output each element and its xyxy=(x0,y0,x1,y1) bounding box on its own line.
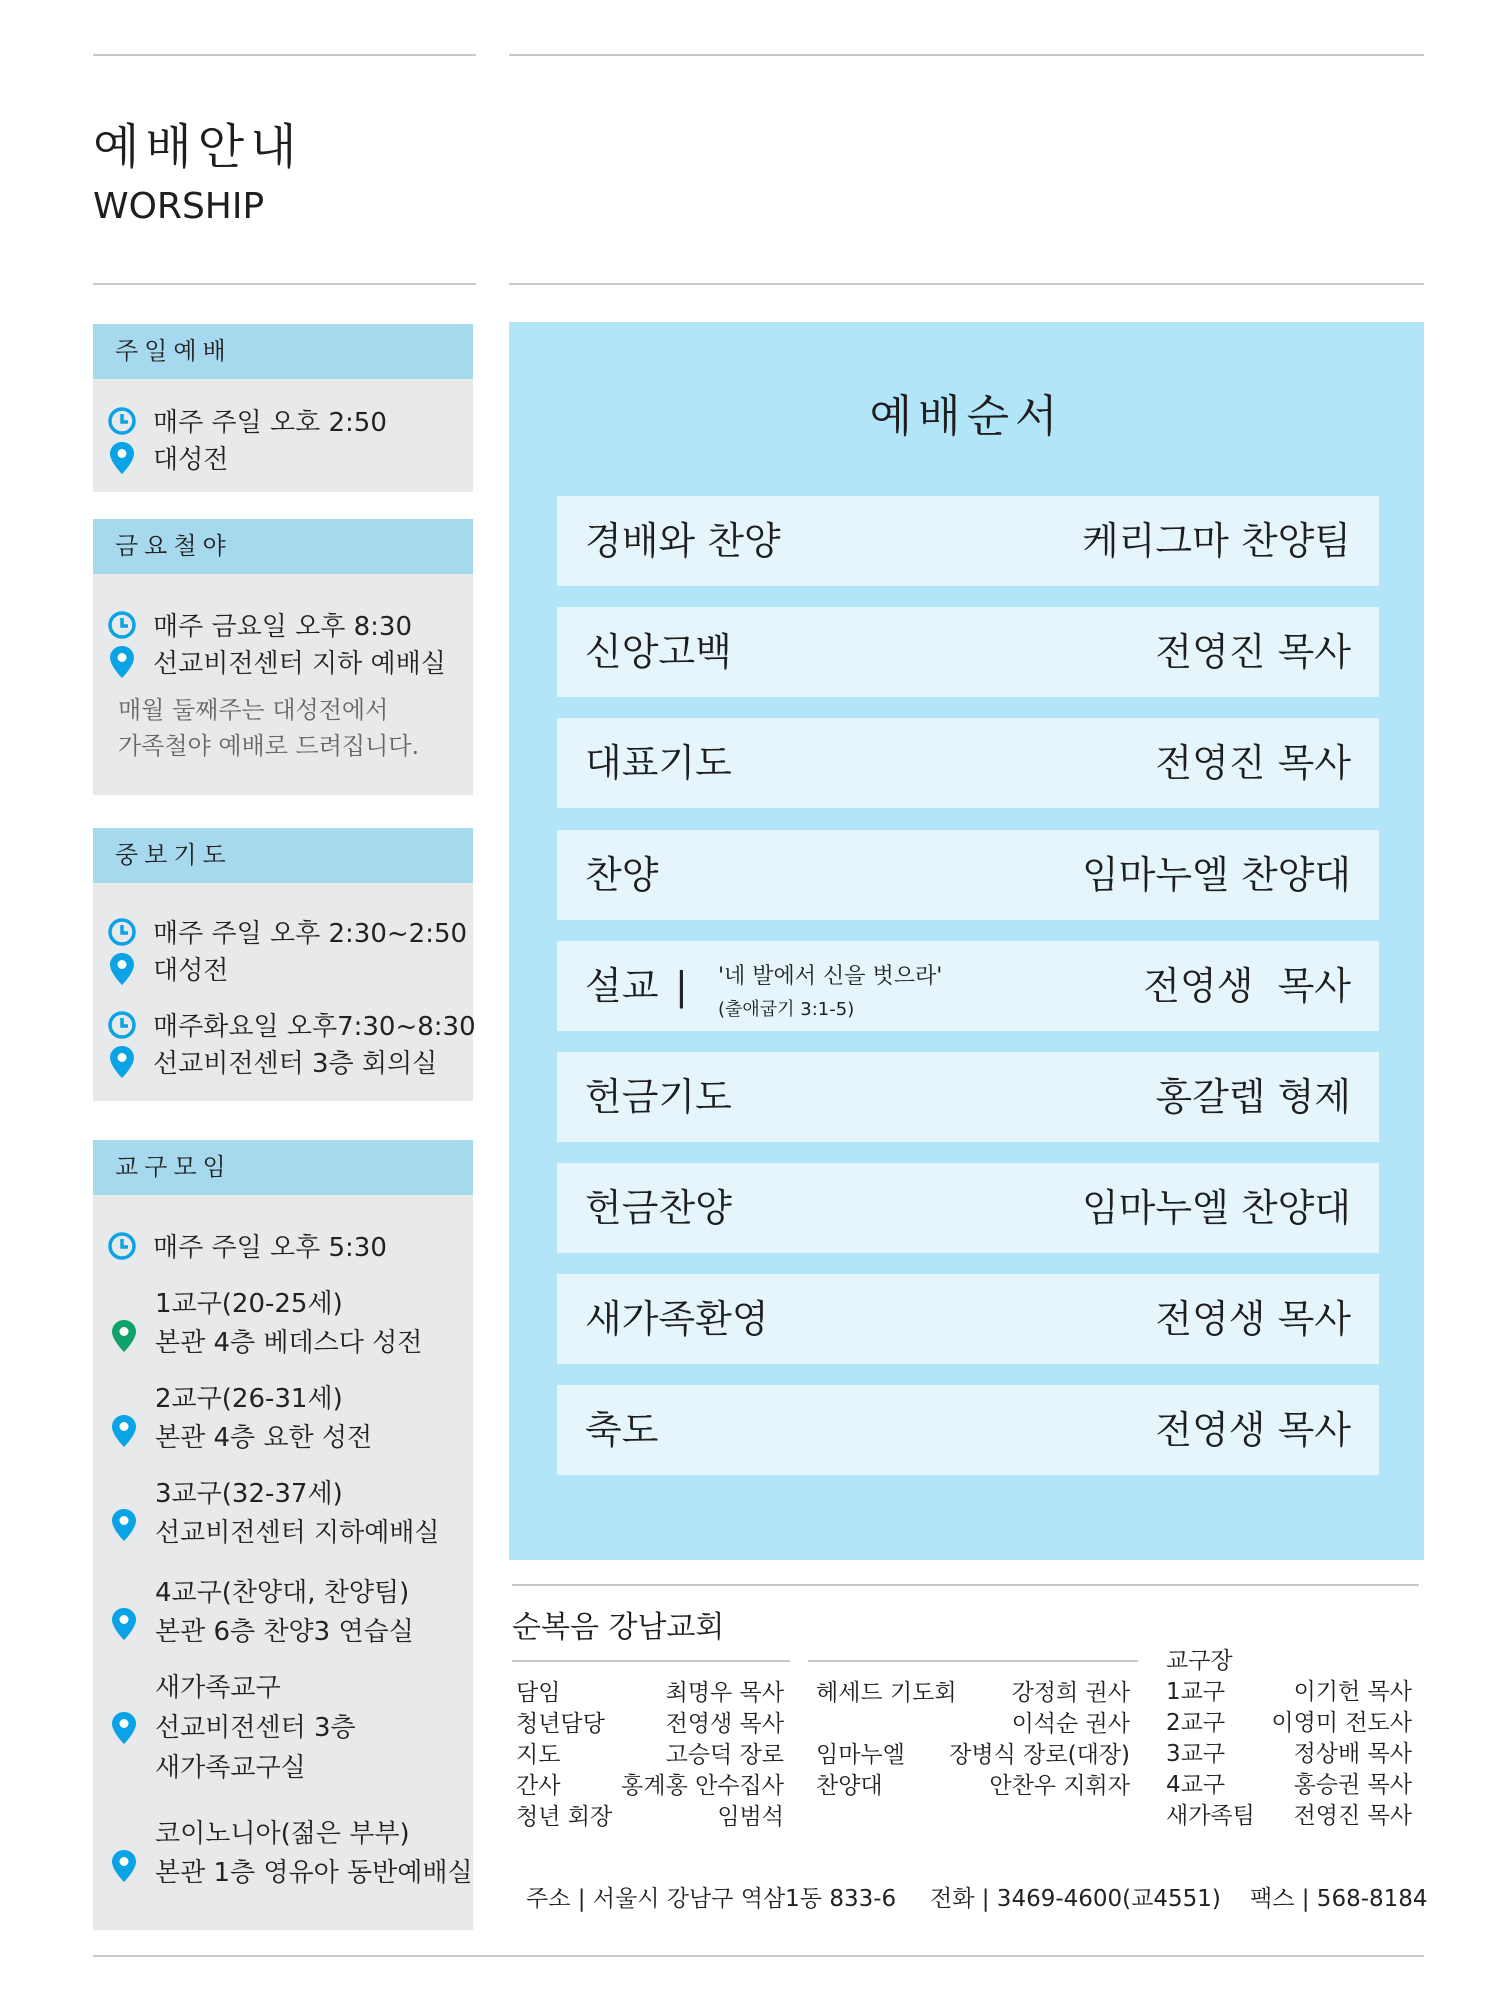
location-pin-icon xyxy=(109,645,135,679)
location-pin-icon xyxy=(111,1508,137,1542)
order-item xyxy=(557,1274,1379,1364)
order-item-name: 대표기도 xyxy=(585,741,732,785)
order-item-sermon xyxy=(557,941,1379,1031)
clock-icon xyxy=(107,1231,137,1261)
order-item-leader: 케리그마 찬양팀 xyxy=(1081,519,1351,563)
order-item-name: 설교 xyxy=(585,964,659,1008)
order-item-name: 신앙고백 xyxy=(585,630,732,674)
staff-entry: 청년 회장 xyxy=(516,1804,613,1830)
staff-entry: 1교구 xyxy=(1166,1679,1226,1705)
church-address: 주소 | 서울시 강남구 역삼1동 833-6 xyxy=(526,1886,897,1912)
staff-list-districts xyxy=(1166,1646,1412,1832)
staff-entry: 담임 xyxy=(516,1680,561,1706)
location-pin-icon xyxy=(111,1607,137,1641)
staff-entry: 이기헌 목사 xyxy=(1293,1679,1412,1705)
district-name: 4교구(찬양대, 찬양팀) xyxy=(155,1578,410,1608)
order-item xyxy=(557,496,1379,586)
order-item-leader: 홍갈렙 형제 xyxy=(1155,1075,1351,1119)
location-pin-icon xyxy=(111,1711,137,1745)
staff-entry: 정상배 목사 xyxy=(1293,1741,1412,1767)
staff-entry: 홍계홍 안수집사 xyxy=(621,1773,784,1799)
section-heading: 교구모임 xyxy=(93,1140,473,1195)
service-time: 매주 금요일 오후 8:30 xyxy=(153,612,412,642)
intercessory-prayer-box xyxy=(93,828,476,1101)
district-place: 새가족교구실 xyxy=(155,1753,306,1783)
order-item xyxy=(557,718,1379,808)
separator: | xyxy=(675,964,688,1008)
staff-entry: 새가족팀 xyxy=(1166,1803,1255,1829)
service-time: 매주 주일 오호 2:50 xyxy=(153,408,387,438)
divider xyxy=(93,1955,1424,1957)
service-place: 대성전 xyxy=(153,956,229,986)
staff-entry: 장병식 장로(대장) xyxy=(949,1742,1130,1768)
staff-entry: 간사 xyxy=(516,1773,561,1799)
order-item-name: 헌금찬양 xyxy=(585,1186,732,1230)
order-item xyxy=(557,1385,1379,1475)
service-time: 매주 주일 오후 2:30~2:50 xyxy=(153,919,468,949)
friday-vigil-box xyxy=(93,519,473,795)
district-meeting-box xyxy=(93,1140,473,1930)
staff-entry: 안찬우 지휘자 xyxy=(989,1773,1130,1799)
staff-entry: 이석순 권사 xyxy=(1011,1711,1130,1737)
district-place: 선교비전센터 지하예배실 xyxy=(155,1518,440,1548)
staff-entry: 최명우 목사 xyxy=(665,1680,784,1706)
sunday-worship-box xyxy=(93,324,473,492)
divider xyxy=(93,54,476,56)
service-place: 선교비전센터 지하 예배실 xyxy=(153,649,446,679)
page-title: 예배안내 xyxy=(93,119,303,175)
staff-entry: 이영미 전도사 xyxy=(1271,1710,1412,1736)
staff-entry: 강정희 권사 xyxy=(1011,1680,1130,1706)
order-item-leader: 전영진 목사 xyxy=(1155,630,1351,674)
location-pin-icon xyxy=(109,952,135,986)
order-item xyxy=(557,1052,1379,1142)
staff-entry: 3교구 xyxy=(1166,1741,1226,1767)
staff-entry: 임범석 xyxy=(717,1804,784,1830)
location-pin-icon xyxy=(111,1319,137,1353)
divider xyxy=(512,1584,1419,1586)
clock-icon xyxy=(107,917,137,947)
clock-icon xyxy=(107,406,137,436)
divider xyxy=(93,283,476,285)
district-name: 2교구(26-31세) xyxy=(155,1384,343,1414)
staff-entry: 전영생 목사 xyxy=(665,1711,784,1737)
service-time: 매주 주일 오후 5:30 xyxy=(153,1233,387,1263)
divider xyxy=(509,54,1424,56)
staff-entry: 4교구 xyxy=(1166,1772,1226,1798)
order-item-leader: 전영생 목사 xyxy=(1143,964,1351,1008)
location-pin-icon xyxy=(111,1849,137,1883)
order-item-name: 헌금기도 xyxy=(585,1075,732,1119)
order-item-name: 찬양 xyxy=(585,853,659,897)
order-item-name: 경배와 찬양 xyxy=(585,519,781,563)
sermon-title: '네 발에서 신을 벗으라' xyxy=(718,964,943,989)
page-subtitle: WORSHIP xyxy=(93,186,265,227)
district-name: 3교구(32-37세) xyxy=(155,1479,343,1509)
panel-title: 예배순서 xyxy=(869,391,1064,442)
service-place: 선교비전센터 3층 회의실 xyxy=(153,1049,438,1079)
order-item xyxy=(557,830,1379,920)
staff-entry: 전영진 목사 xyxy=(1293,1803,1412,1829)
order-item-leader: 전영생 목사 xyxy=(1155,1297,1351,1341)
district-place: 본관 1층 영유아 동반예배실 xyxy=(155,1858,473,1888)
church-fax: 팩스 | 568-8184 xyxy=(1250,1886,1428,1912)
order-item-leader: 전영생 목사 xyxy=(1155,1408,1351,1452)
staff-entry: 고승덕 장로 xyxy=(665,1742,784,1768)
district-place: 본관 4층 요한 성전 xyxy=(155,1423,373,1453)
order-item-leader: 임마누엘 찬양대 xyxy=(1081,853,1351,897)
order-item-leader: 전영진 목사 xyxy=(1155,741,1351,785)
church-name: 순복음 강남교회 xyxy=(512,1610,725,1645)
clock-icon xyxy=(107,1010,137,1040)
order-item xyxy=(557,1163,1379,1253)
district-place: 본관 4층 베데스다 성전 xyxy=(155,1328,423,1358)
order-item-name: 축도 xyxy=(585,1408,659,1452)
staff-entry: 찬양대 xyxy=(816,1773,883,1799)
location-pin-icon xyxy=(109,1045,135,1079)
staff-entry: 임마누엘 xyxy=(816,1742,905,1768)
church-phone: 전화 | 3469-4600(교4551) xyxy=(930,1886,1221,1912)
divider xyxy=(509,283,1424,285)
section-heading: 금요철야 xyxy=(93,519,473,574)
district-place: 본관 6층 찬양3 연습실 xyxy=(155,1617,414,1647)
clock-icon xyxy=(107,610,137,640)
service-note: 매월 둘째주는 대성전에서 xyxy=(118,696,389,724)
staff-entry: 홍승권 목사 xyxy=(1293,1772,1412,1798)
worship-order-panel xyxy=(509,322,1424,1560)
service-place: 대성전 xyxy=(153,445,229,475)
order-item-name: 새가족환영 xyxy=(585,1297,769,1341)
service-time: 매주화요일 오후7:30~8:30 xyxy=(153,1012,476,1042)
location-pin-icon xyxy=(111,1414,137,1448)
staff-entry: 청년담당 xyxy=(516,1711,605,1737)
staff-entry: 헤세드 기도회 xyxy=(816,1680,957,1706)
staff-list-ministries xyxy=(816,1678,1130,1802)
district-leaders-heading: 교구장 xyxy=(1166,1648,1233,1674)
district-name: 새가족교구 xyxy=(155,1673,281,1703)
staff-entry: 지도 xyxy=(516,1742,561,1768)
staff-entry: 2교구 xyxy=(1166,1710,1226,1736)
sermon-reference: (출애굽기 3:1-5) xyxy=(718,999,855,1020)
district-name: 1교구(20-25세) xyxy=(155,1289,343,1319)
service-note: 가족철야 예배로 드려집니다. xyxy=(118,732,420,760)
staff-list-leadership xyxy=(516,1678,784,1833)
divider xyxy=(512,1660,790,1662)
location-pin-icon xyxy=(109,441,135,475)
section-heading: 중보기도 xyxy=(93,828,473,883)
order-item xyxy=(557,607,1379,697)
district-place: 선교비전센터 3층 xyxy=(155,1713,356,1743)
order-item-leader: 임마누엘 찬양대 xyxy=(1081,1186,1351,1230)
district-name: 코이노니아(젊은 부부) xyxy=(155,1819,410,1849)
section-heading: 주일예배 xyxy=(93,324,473,379)
divider xyxy=(808,1660,1138,1662)
